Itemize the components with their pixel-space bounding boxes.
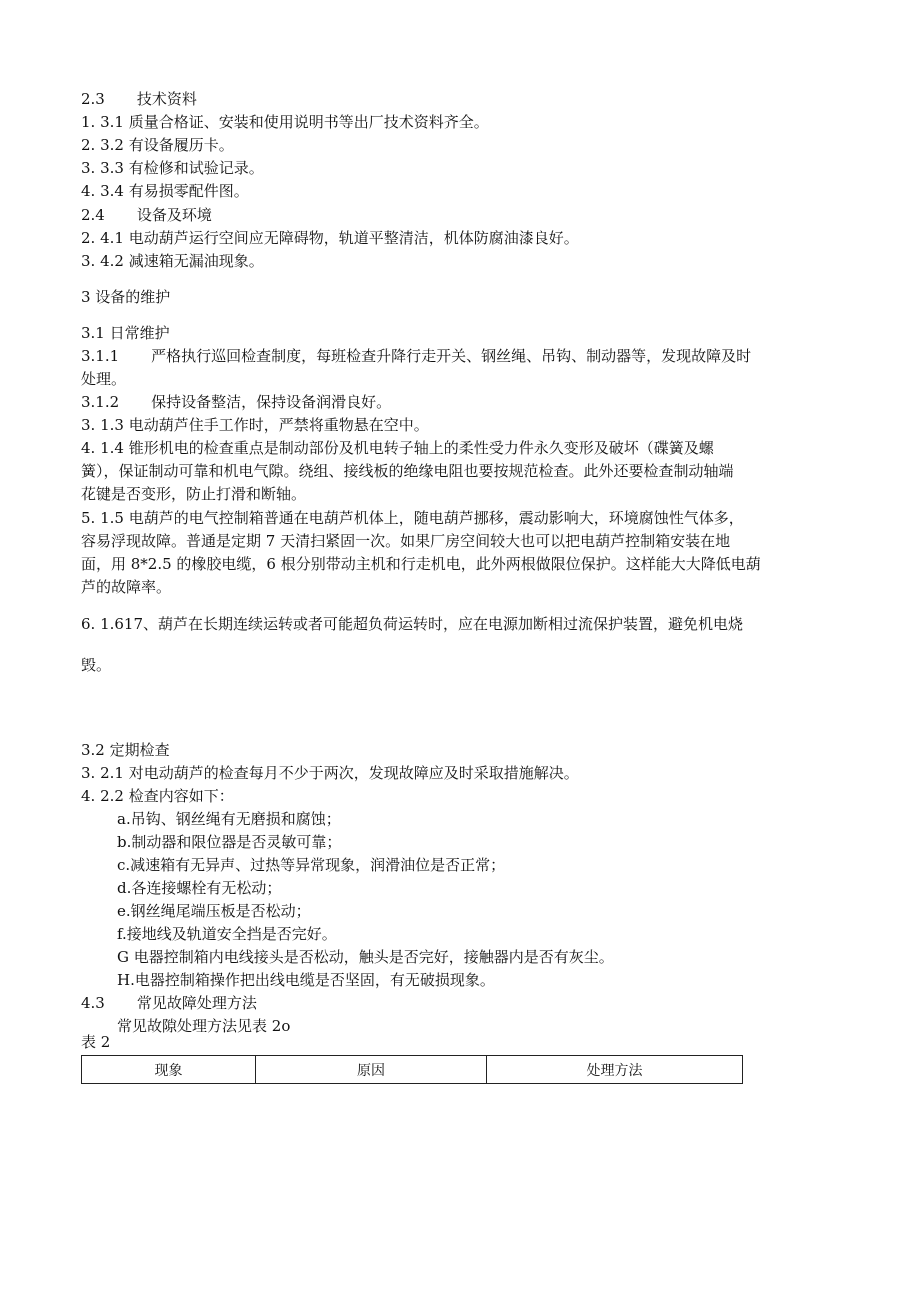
table-header-row [82, 1056, 743, 1084]
paragraph-line: 5. 1.5 电葫芦的电气控制箱普通在电葫芦机体上，随电葫芦挪移，震动影响大，环境腐蚀性气体多， [81, 509, 744, 527]
list-item: 4. 3.4 有易损零配件图。 [81, 182, 249, 200]
paragraph-3-1-1 [81, 346, 751, 366]
list-item: 1. 3.1 质量合格证、安装和使用说明书等出厂技术资料齐全。 [81, 113, 489, 131]
check-item: f.接地线及轨道安全挡是否完好。 [117, 925, 337, 943]
paragraph-text: 保持设备整洁，保持设备润滑良好。 [151, 393, 392, 411]
section-3-2-heading: 3.2 定期检查 [81, 741, 170, 759]
table-caption: 表 2 [81, 1033, 111, 1051]
list-item: 3. 3.3 有检修和试验记录。 [81, 159, 264, 177]
paragraph-line: 4. 2.2 检查内容如下： [81, 787, 234, 805]
section-title: 设备及环境 [136, 206, 212, 224]
list-item: 2. 3.2 有设备履历卡。 [81, 136, 234, 154]
paragraph-line: 6. 1.617、葫芦在长期连续运转或者可能超负荷运转时，应在电源加断相过流保护装置，避免机电烧 [81, 615, 744, 633]
paragraph-line: 4. 1.4 锥形机电的检查重点是制动部份及机电转子轴上的柔性受力件永久变形及破坏（碟簧及螺 [81, 439, 714, 457]
header-cell-phenomenon: 现象 [82, 1056, 256, 1084]
paragraph-number: 3.1.2 [81, 393, 120, 411]
section-4-3-heading [81, 993, 257, 1013]
section-title: 常见故障处理方法 [136, 994, 257, 1012]
section-2-4-heading [81, 205, 212, 225]
paragraph-3-1-2 [81, 392, 391, 412]
section-3-1-heading: 3.1 日常维护 [81, 324, 170, 342]
paragraph-text: 严格执行巡回检查制度，每班检查升降行走开关、钢丝绳、吊钩、制动器等，发现故障及时 [151, 347, 752, 365]
paragraph-line: 常见故隙处理方法见表 2o [117, 1017, 291, 1035]
paragraph-line: 芦的故障率。 [81, 578, 172, 596]
check-item: e.钢丝绳尾端压板是否松动； [117, 902, 311, 920]
check-item: H.电器控制箱操作把出线电缆是否坚固，有无破损现象。 [117, 971, 495, 989]
check-item: a.吊钩、钢丝绳有无磨损和腐蚀； [117, 810, 341, 828]
section-number: 2.4 [81, 206, 105, 224]
check-item: c.减速箱有无异声、过热等异常现象，润滑油位是否正常； [117, 856, 506, 874]
list-item: 2. 4.1 电动葫芦运行空间应无障碍物，轨道平整清洁，机体防腐油漆良好。 [81, 229, 579, 247]
list-item: 3. 4.2 减速箱无漏油现象。 [81, 252, 264, 270]
paragraph-line: 容易浮现故障。普通是定期 7 天清扫紧固一次。如果厂房空间较大也可以把电葫芦控制箱安装在地 [81, 532, 731, 550]
paragraph-line: 3. 2.1 对电动葫芦的检查每月不少于两次，发现故障应及时采取措施解决。 [81, 764, 579, 782]
section-3-heading: 3 设备的维护 [81, 288, 171, 306]
paragraph-line: 毁。 [81, 656, 112, 674]
paragraph-line: 簧），保证制动可靠和机电气隙。绕组、接线板的绝缘电阻也要按规范检查。此外还要检查制动轴端 [81, 462, 734, 480]
section-number: 4.3 [81, 994, 105, 1012]
check-item: G 电器控制箱内电线接头是否松动，触头是否完好，接触器内是否有灰尘。 [117, 948, 614, 966]
paragraph-line: 面，用 8*2.5 的橡胶电缆，6 根分别带动主机和行走机电，此外两根做限位保护。这样能大大降低电葫 [81, 555, 761, 573]
paragraph-line: 花键是否变形，防止打滑和断轴。 [81, 485, 307, 503]
paragraph-line: 处理。 [81, 370, 127, 388]
paragraph-line: 3. 1.3 电动葫芦住手工作时，严禁将重物悬在空中。 [81, 416, 429, 434]
header-cell-cause: 原因 [256, 1056, 487, 1084]
section-number: 2.3 [81, 90, 105, 108]
fault-table [81, 1055, 743, 1084]
paragraph-number: 3.1.1 [81, 347, 120, 365]
section-2-3-heading [81, 89, 197, 109]
check-item: b.制动器和限位器是否灵敏可靠； [117, 833, 342, 851]
header-cell-solution: 处理方法 [487, 1056, 743, 1084]
check-item: d.各连接螺栓有无松动； [117, 879, 282, 897]
section-title: 技术资料 [136, 90, 197, 108]
